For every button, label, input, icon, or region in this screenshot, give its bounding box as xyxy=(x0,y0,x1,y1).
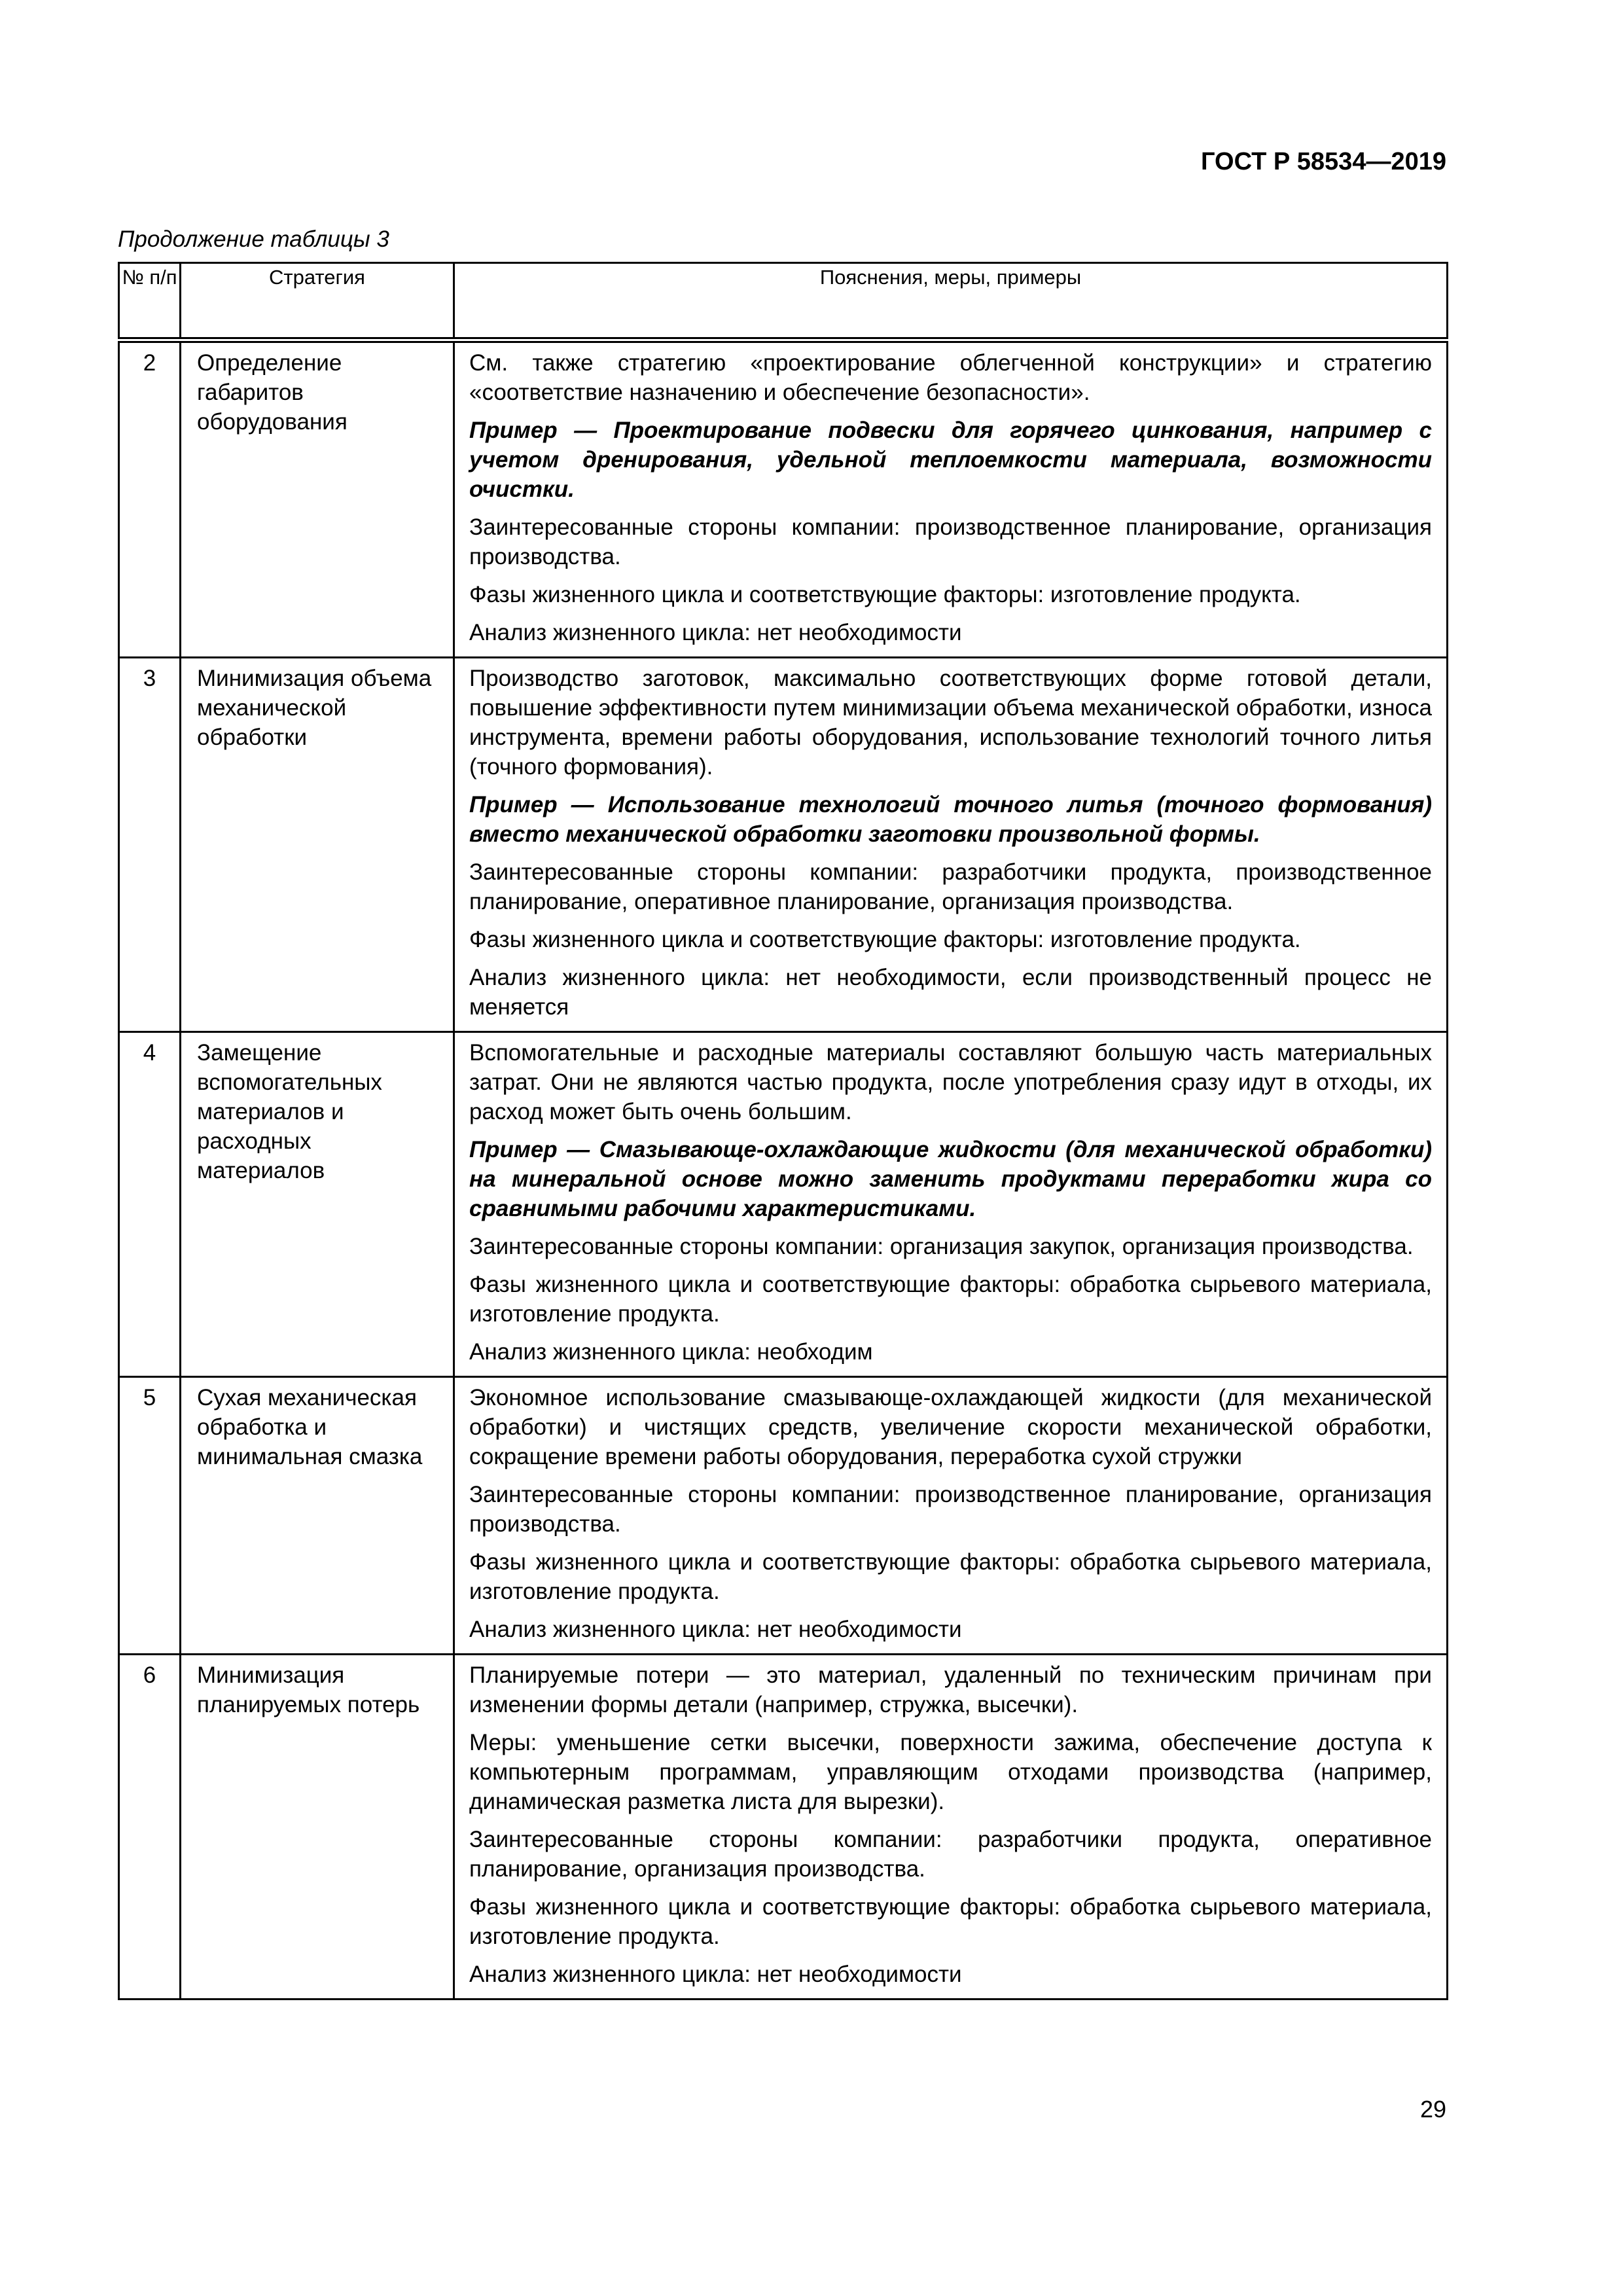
stakeholders-paragraph: Заинтересованные стороны компании: производственное планирование, организация производства. xyxy=(469,514,1432,569)
lifecycle-analysis-paragraph: Анализ жизненного цикла: нет необходимости xyxy=(469,620,962,645)
measures-paragraph: Меры: уменьшение сетки высечки, поверхности зажима, обеспечение доступа к компьютерным программам, управляющим отходами производства (например, динамическая разметка листа для вырезки). xyxy=(469,1730,1432,1814)
explanation-paragraph: Производство заготовок, максимально соответствующих форме готовой детали, повышение эффективности путем минимизации объема механической обработки, износа инструмента, времени работы оборудования, использование технологий точного литья (точного формования). xyxy=(469,666,1432,780)
column-header-explanations: Пояснения, меры, примеры xyxy=(454,263,1448,340)
lifecycle-phases-paragraph: Фазы жизненного цикла и соответствующие факторы: обработка сырьевого материала, изготовление продукта. xyxy=(469,1549,1432,1604)
stakeholders-paragraph: Заинтересованные стороны компании: разработчики продукта, оперативное планирование, организация производства. xyxy=(469,1827,1432,1882)
column-header-number: № п/п xyxy=(119,263,181,340)
example-paragraph: Пример — Использование технологий точного литья (точного формования) вместо механической обработки заготовки произвольной формы. xyxy=(469,792,1432,847)
strategy-cell: Сухая механическая обработка и минимальная смазка xyxy=(181,1377,454,1655)
explanation-cell xyxy=(454,1655,1448,2000)
example-paragraph: Пример — Смазывающе-охлаждающие жидкости (для механической обработки) на минеральной основе можно заменить продуктами переработки жира со сравнимыми рабочими характеристиками. xyxy=(469,1137,1432,1221)
explanation-paragraph: Экономное использование смазывающе-охлаждающей жидкости (для механической обработки) и чистящих средств, увеличение скорости механической обработки, сокращение времени работы оборудования, переработка сухой стружки xyxy=(469,1385,1432,1469)
explanation-paragraph: Вспомогательные и расходные материалы составляют большую часть материальных затрат. Они не являются частью продукта, после употребления сразу идут в отходы, их расход может быть очень большим. xyxy=(469,1040,1432,1124)
strategy-cell: Определение габаритов оборудования xyxy=(181,340,454,658)
table-caption: Продолжение таблицы 3 xyxy=(118,226,389,252)
column-header-strategy: Стратегия xyxy=(181,263,454,340)
lifecycle-analysis-paragraph: Анализ жизненного цикла: нет необходимости xyxy=(469,1617,962,1642)
table-header-row xyxy=(119,263,1448,340)
row-number: 5 xyxy=(119,1377,181,1655)
row-number: 3 xyxy=(119,658,181,1032)
explanation-cell xyxy=(454,658,1448,1032)
example-paragraph: Пример — Проектирование подвески для горячего цинкования, например с учетом дренирования, удельной теплоемкости материала, возможности очистки. xyxy=(469,418,1432,502)
page-number: 29 xyxy=(1419,2096,1446,2123)
stakeholders-paragraph: Заинтересованные стороны компании: организация закупок, организация производства. xyxy=(469,1234,1414,1259)
table-row xyxy=(119,1377,1448,1655)
table-row xyxy=(119,340,1448,658)
lifecycle-phases-paragraph: Фазы жизненного цикла и соответствующие факторы: изготовление продукта. xyxy=(469,582,1301,607)
lifecycle-analysis-paragraph: Анализ жизненного цикла: нет необходимости xyxy=(469,1962,962,1987)
table-row xyxy=(119,1655,1448,2000)
explanation-cell xyxy=(454,1032,1448,1377)
strategy-cell: Замещение вспомогательных материалов и расходных материалов xyxy=(181,1032,454,1377)
document-code: ГОСТ Р 58534—2019 xyxy=(1201,148,1446,175)
lifecycle-phases-paragraph: Фазы жизненного цикла и соответствующие факторы: обработка сырьевого материала, изготовление продукта. xyxy=(469,1894,1432,1949)
row-number: 2 xyxy=(119,340,181,658)
explanation-paragraph: Планируемые потери — это материал, удаленный по техническим причинам при изменении формы детали (например, стружка, высечки). xyxy=(469,1662,1432,1717)
lifecycle-analysis-paragraph: Анализ жизненного цикла: нет необходимости, если производственный процесс не меняется xyxy=(469,965,1432,1020)
explanation-cell xyxy=(454,1377,1448,1655)
explanation-paragraph: См. также стратегию «проектирование облегченной конструкции» и стратегию «соответствие назначению и обеспечение безопасности». xyxy=(469,350,1432,405)
row-number: 4 xyxy=(119,1032,181,1377)
lifecycle-phases-paragraph: Фазы жизненного цикла и соответствующие факторы: изготовление продукта. xyxy=(469,927,1301,952)
strategies-table xyxy=(118,262,1448,2000)
stakeholders-paragraph: Заинтересованные стороны компании: производственное планирование, организация производства. xyxy=(469,1482,1432,1537)
table-row xyxy=(119,658,1448,1032)
strategy-cell: Минимизация объема механической обработки xyxy=(181,658,454,1032)
row-number: 6 xyxy=(119,1655,181,2000)
lifecycle-analysis-paragraph: Анализ жизненного цикла: необходим xyxy=(469,1339,873,1365)
stakeholders-paragraph: Заинтересованные стороны компании: разработчики продукта, производственное планирование, оперативное планирование, организация производства. xyxy=(469,859,1432,914)
explanation-cell xyxy=(454,340,1448,658)
strategy-cell: Минимизация планируемых потерь xyxy=(181,1655,454,2000)
table-row xyxy=(119,1032,1448,1377)
lifecycle-phases-paragraph: Фазы жизненного цикла и соответствующие факторы: обработка сырьевого материала, изготовление продукта. xyxy=(469,1272,1432,1327)
